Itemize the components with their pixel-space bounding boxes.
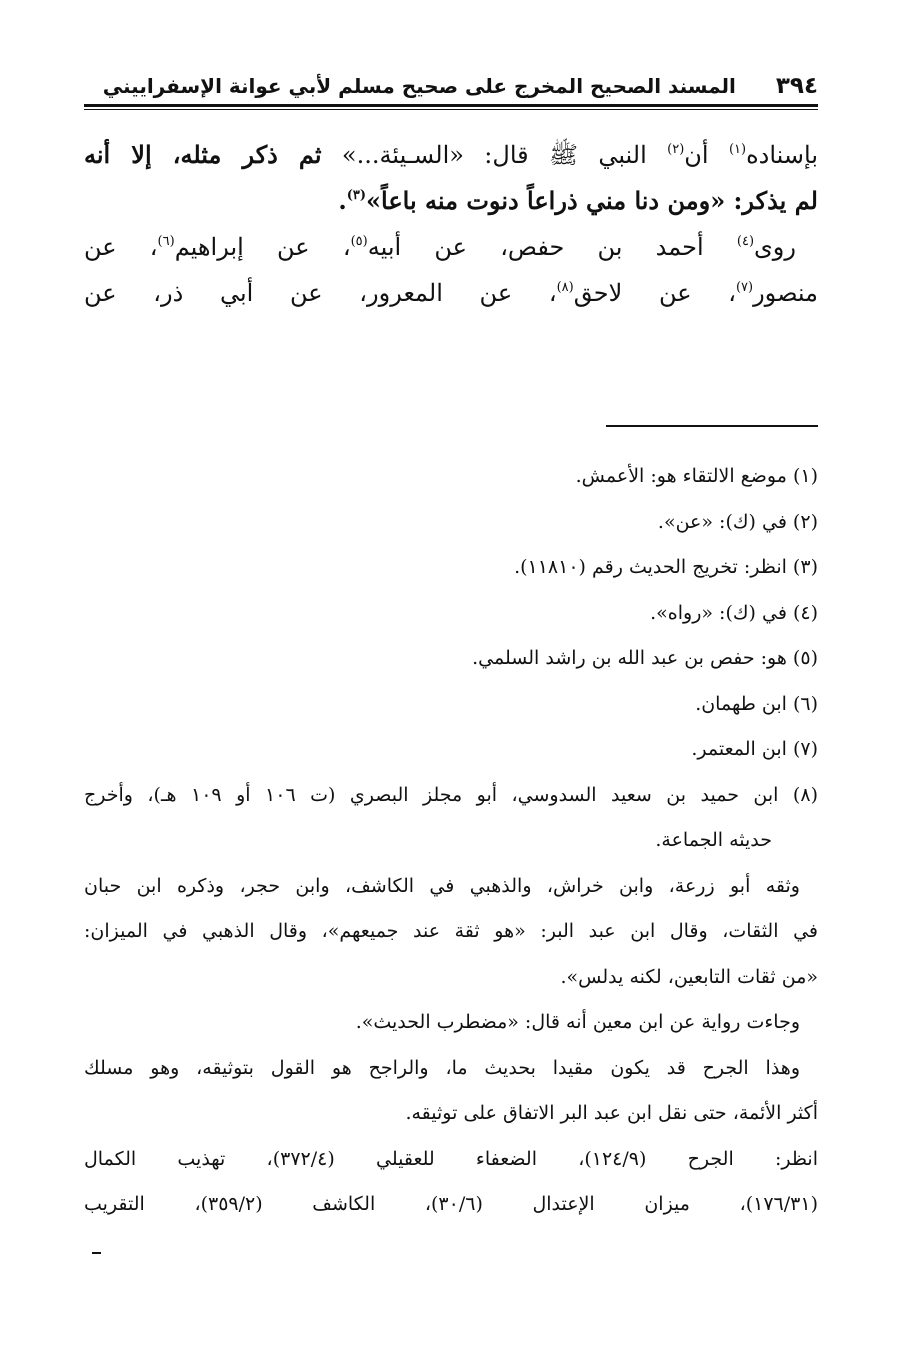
body-text-segment: ، عن إبراهيم xyxy=(174,233,351,261)
footnote-8-line: وجاءت رواية عن ابن معين أنه قال: «مضطرب الحديث». xyxy=(355,1011,800,1033)
footnote-ref-8: (٨) xyxy=(556,280,574,295)
footnote-ref-5: (٥) xyxy=(350,234,368,249)
footnote-6: (٦) ابن طهمان. xyxy=(695,692,818,715)
book-page xyxy=(84,0,818,1365)
footnote-ref-6: (٦) xyxy=(157,234,175,249)
body-text-segment: النبي ﷺ قال: «السـيئة...» xyxy=(321,141,668,169)
footnote-ref-2: (٢) xyxy=(667,142,685,157)
body-bold-segment: لم يذكر: «ومن دنا مني ذراعاً دنوت منه باعاً» xyxy=(366,186,818,215)
footnote-separator xyxy=(606,425,818,427)
continuation-dash xyxy=(92,1252,101,1254)
body-line-2 xyxy=(84,178,818,224)
header-rule-thin xyxy=(84,109,818,110)
body-text-segment: بإسناده xyxy=(746,141,818,169)
body-text-segment: . xyxy=(338,186,347,215)
body-line-1 xyxy=(84,132,818,178)
footnote-ref-4: (٤) xyxy=(736,234,755,249)
footnote-2: (٢) في (ك): «عن». xyxy=(657,510,818,533)
page-header xyxy=(84,72,818,100)
body-line-3 xyxy=(84,224,818,270)
body-text-segment: روى xyxy=(754,233,796,261)
body-text-segment: ، عن xyxy=(84,233,158,261)
footnote-ref-3: (٣) xyxy=(346,188,367,203)
footnotes xyxy=(84,454,818,1228)
footnote-8-line: حديثه الجماعة. xyxy=(655,829,772,851)
footnote-8-line: (١٧٦/٣١)، ميزان الإعتدال (٣٠/٦)، الكاشف (٣٥٩/٢)، التقريب xyxy=(84,1193,818,1215)
footnote-1: (١) موضع الالتقاء هو: الأعمش. xyxy=(575,465,818,487)
body-text-segment: ، عن المعرور، عن أبي ذر، عن xyxy=(84,279,557,307)
body-text-segment: ، عن لاحق xyxy=(573,279,736,307)
header-rule-thick xyxy=(84,104,818,107)
body-bold-segment: ثم ذكر مثله، إلا أنه xyxy=(84,140,322,169)
body-line-4 xyxy=(84,270,818,316)
footnote-ref-1: (١) xyxy=(728,142,747,157)
footnote-ref-7: (٧) xyxy=(735,280,754,295)
body-text-segment: منصور xyxy=(753,279,818,307)
footnote-8-line: «من ثقات التابعين، لكنه يدلس». xyxy=(560,965,818,988)
footnote-8-line: (٨) ابن حميد بن سعيد السدوسي، أبو مجلز البصري (ت ١٠٦ أو ١٠٩ هـ)، وأخرج xyxy=(84,783,818,806)
page-number: ٣٩٤ xyxy=(775,73,818,99)
footnote-8-line: أكثر الأئمة، حتى نقل ابن عبد البر الاتفاق على توثيقه. xyxy=(405,1102,818,1124)
running-title: المسند الصحيح المخرج على صحيح مسلم لأبي عوانة الإسفراييني xyxy=(102,74,736,98)
footnote-7: (٧) ابن المعتمر. xyxy=(691,738,818,760)
footnote-8-line: انظر: الجرح (١٢٤/٩)، الضعفاء للعقيلي (٣٧٢/٤)، تهذيب الكمال xyxy=(84,1147,818,1170)
footnote-5: (٥) هو: حفص بن عبد الله بن راشد السلمي. xyxy=(472,647,818,669)
footnote-8-line: في الثقات، وقال ابن عبد البر: «هو ثقة عند جميعهم»، وقال الذهبي في الميزان: xyxy=(84,920,818,942)
footnote-3: (٣) انظر: تخريج الحديث رقم (١١٨١٠). xyxy=(514,556,818,578)
main-text xyxy=(84,132,818,316)
footnote-8-line: وثقه أبو زرعة، وابن خراش، والذهبي في الكاشف، وابن حجر، وذكره ابن حبان xyxy=(84,874,800,897)
footnote-4: (٤) في (ك): «رواه». xyxy=(650,601,818,624)
footnote-8-line: وهذا الجرح قد يكون مقيدا بحديث ما، والراجح هو القول بتوثيقه، وهو مسلك xyxy=(84,1056,800,1079)
body-text-segment: أن xyxy=(684,141,729,169)
body-text-segment: أحمد بن حفص، عن أبيه xyxy=(367,233,737,261)
